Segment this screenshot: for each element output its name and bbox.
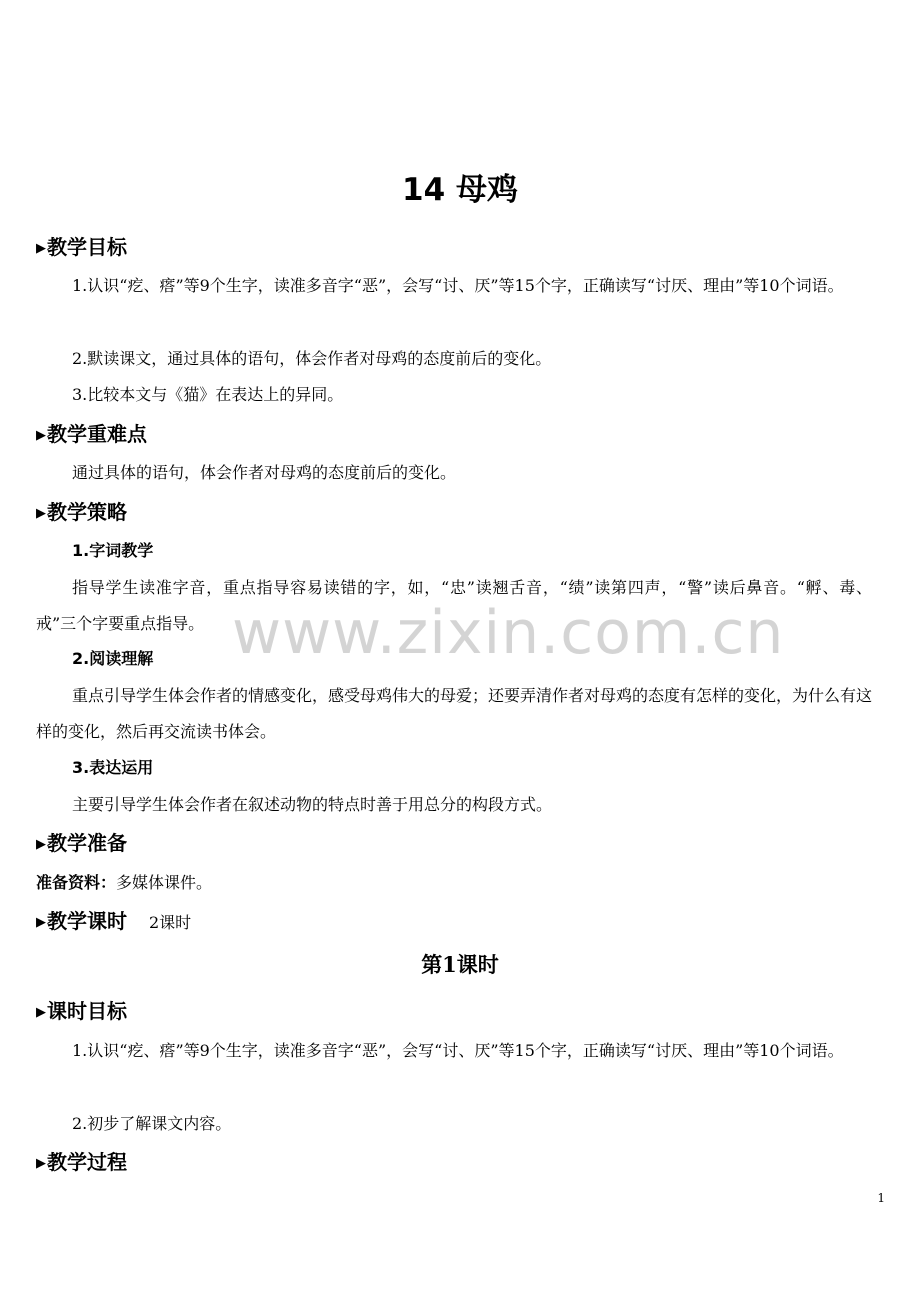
triangle-marker-icon: ▶ bbox=[36, 1005, 46, 1020]
page-title: 14 母鸡 bbox=[402, 172, 518, 208]
section-heading-label: 教学策略 bbox=[47, 500, 127, 524]
section-heading-label: 课时目标 bbox=[47, 999, 127, 1023]
triangle-marker-icon: ▶ bbox=[36, 506, 46, 521]
triangle-marker-icon: ▶ bbox=[36, 837, 46, 852]
section-heading-goals bbox=[36, 233, 127, 263]
strategy-subheading-3: 3.表达运用 bbox=[72, 758, 154, 777]
preparation-label: 准备资料： bbox=[36, 873, 117, 892]
section-heading-label: 教学重难点 bbox=[47, 422, 147, 446]
triangle-marker-icon: ▶ bbox=[36, 428, 46, 443]
goal-item-2: 2.默读课文，通过具体的语句，体会作者对母鸡的态度前后的变化。 bbox=[72, 349, 552, 368]
strategy-text-3: 主要引导学生体会作者在叙述动物的特点时善于用总分的构段方式。 bbox=[72, 795, 553, 814]
goal-item-3: 3.比较本文与《猫》在表达上的异同。 bbox=[72, 385, 344, 404]
section-heading-label: 教学过程 bbox=[47, 1150, 127, 1174]
lesson-goal-item-2: 2.初步了解课文内容。 bbox=[72, 1114, 232, 1133]
strategy-text-2: 重点引导学生体会作者的情感变化，感受母鸡伟大的母爱；还要弄清作者对母鸡的态度有怎样的变化，为什么有这样的变化，然后再交流读书体会。 bbox=[36, 686, 873, 741]
lesson-title: 第1课时 bbox=[421, 952, 499, 977]
strategy-subheading-2: 2.阅读理解 bbox=[72, 649, 154, 668]
preparation-line bbox=[36, 870, 212, 896]
lesson-goal-item-1: 1.认识“疙、瘩”等9个生字，读准多音字“恶”，会写“讨、厌”等15个字，正确读写“讨厌、理由”等10个词语。 bbox=[72, 1041, 844, 1060]
section-heading-lesson-goals bbox=[36, 997, 127, 1027]
strategy-text-1: 指导学生读准字音，重点指导容易读错的字，如，“忠”读翘舌音，“绩”读第四声，“警”读后鼻音。“孵、毒、戒”三个字要重点指导。 bbox=[36, 578, 872, 633]
preparation-text: 多媒体课件。 bbox=[116, 873, 213, 892]
triangle-marker-icon: ▶ bbox=[36, 241, 46, 256]
triangle-marker-icon: ▶ bbox=[36, 1156, 46, 1171]
hours-value: 2课时 bbox=[149, 913, 192, 932]
section-heading-label: 教学目标 bbox=[47, 235, 127, 259]
section-heading-process bbox=[36, 1148, 127, 1178]
section-heading-label: 教学准备 bbox=[47, 831, 127, 855]
strategy-subheading-1: 1.字词教学 bbox=[72, 541, 154, 560]
goal-item-1: 1.认识“疙、瘩”等9个生字，读准多音字“恶”，会写“讨、厌”等15个字，正确读写“讨厌、理由”等10个词语。 bbox=[72, 276, 844, 295]
section-heading-strategy bbox=[36, 498, 127, 528]
watermark: www.zixin.com.cn bbox=[232, 598, 785, 668]
section-heading-label: 教学课时 bbox=[47, 909, 127, 933]
key-points-text: 通过具体的语句，体会作者对母鸡的态度前后的变化。 bbox=[72, 463, 457, 482]
section-heading-hours bbox=[36, 907, 191, 937]
section-heading-preparation bbox=[36, 829, 127, 859]
triangle-marker-icon: ▶ bbox=[36, 915, 46, 930]
section-heading-key-points bbox=[36, 420, 147, 450]
page-number: 1 bbox=[877, 1191, 885, 1205]
